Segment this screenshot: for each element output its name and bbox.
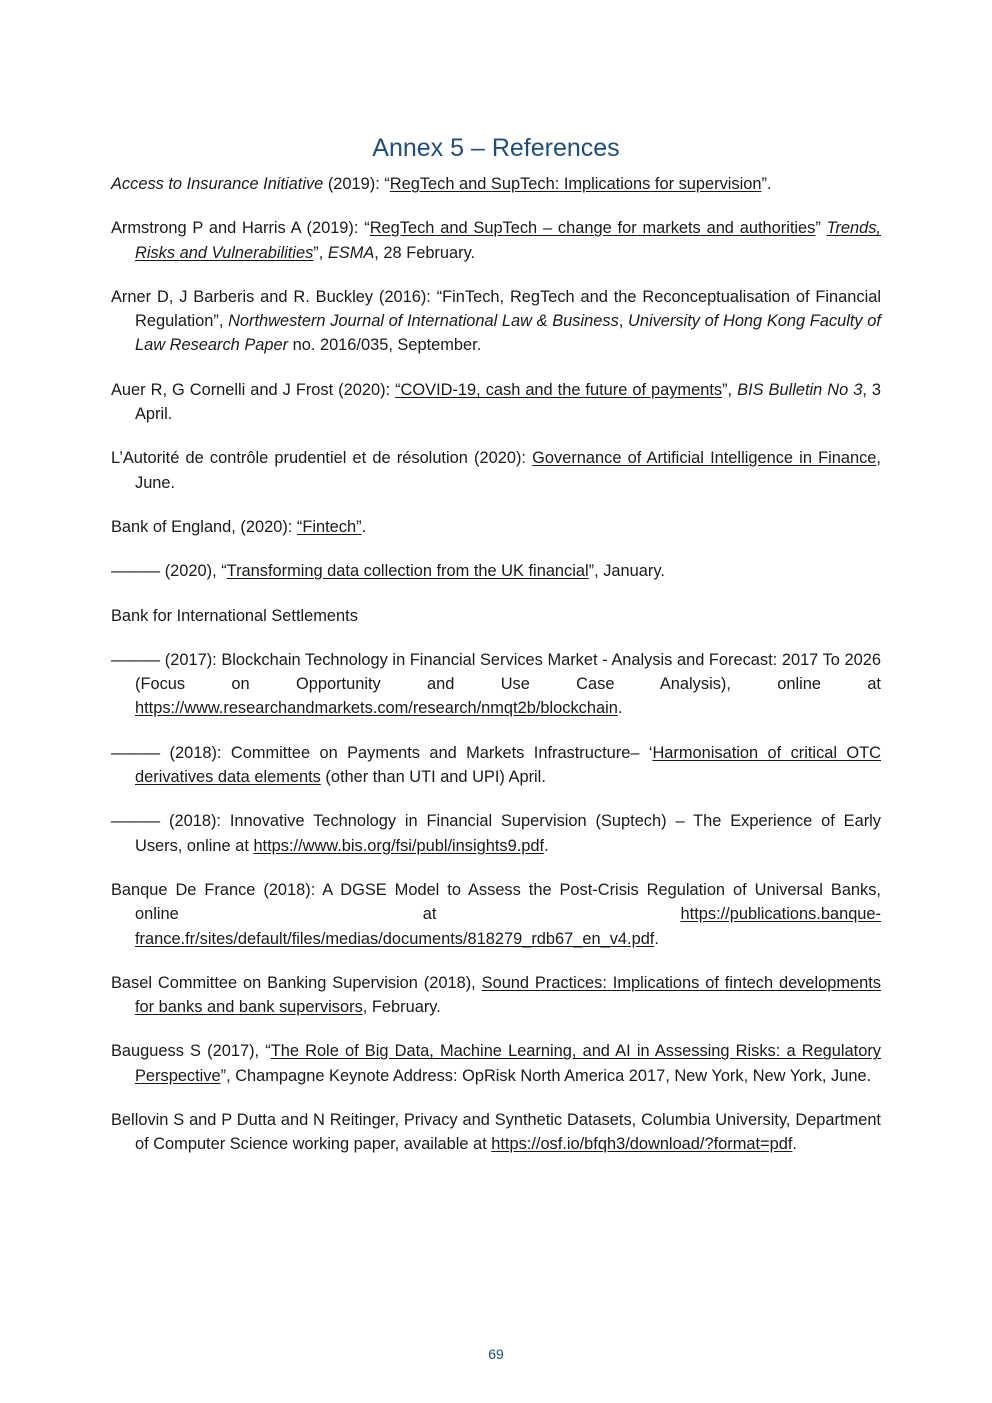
ref-text: . — [361, 517, 367, 536]
ref-text: ”, January. — [588, 562, 665, 581]
ref-link[interactable]: Trends, Risks and Vulnerabilities — [135, 219, 882, 262]
reference-item — [111, 515, 881, 539]
ref-text: Banque De France (2018): A DGSE Model to Assess the Post-Crisis Regulation of Universal Banks, online at — [111, 880, 881, 924]
reference-item — [111, 446, 881, 495]
ref-text: Auer R, G Cornelli and J Frost (2020): — [111, 380, 396, 399]
ref-link[interactable]: RegTech and SupTech – change for markets and authorities — [369, 219, 816, 238]
ref-text: , 28 February. — [374, 243, 476, 262]
reference-item — [111, 648, 881, 721]
ref-text: ——— (2018): Innovative Technology in Financial Supervision (Suptech) – The Experience of Early Users, online at — [111, 812, 881, 855]
ref-text: Basel Committee on Banking Supervision (2018), — [111, 973, 482, 992]
ref-text: , 3 April. — [135, 380, 881, 424]
ref-link[interactable]: https://publications.banque-france.fr/sites/default/files/medias/documents/818279_rdb67_en_v4.pdf — [135, 905, 881, 948]
reference-item — [111, 378, 881, 427]
reference-item — [111, 809, 881, 858]
reference-item — [111, 1108, 881, 1157]
reference-item — [111, 604, 881, 628]
page-title: Annex 5 – References — [372, 133, 620, 162]
ref-text: L’Autorité de contrôle prudentiel et de résolution (2020): — [111, 449, 533, 468]
reference-item — [111, 216, 881, 265]
ref-journal: University of Hong Kong Faculty of Law Research Paper — [135, 312, 881, 355]
ref-publisher: ESMA — [327, 243, 375, 262]
ref-link[interactable]: Transforming data collection from the UK financial — [226, 562, 589, 581]
ref-text: (other than UTI and UPI) April. — [320, 768, 546, 787]
ref-text: Bank of England, (2020): — [111, 517, 297, 536]
ref-link[interactable]: https://www.bis.org/fsi/publ/insights9.pdf — [253, 836, 545, 855]
ref-link[interactable]: Governance of Artificial Intelligence in Finance — [532, 449, 877, 468]
ref-text: Bank for International Settlements — [111, 606, 358, 625]
page-number: 69 — [488, 1346, 504, 1362]
ref-journal: BIS Bulletin No 3 — [737, 380, 863, 399]
reference-item — [111, 878, 881, 951]
ref-text: (2019): “ — [323, 175, 390, 193]
ref-text: ——— (2018): Committee on Payments and Markets Infrastructure– ‘ — [111, 743, 653, 762]
ref-text: Armstrong P and Harris A (2019): “ — [111, 219, 370, 238]
ref-text: . — [544, 836, 549, 855]
ref-text: no. 2016/035, September. — [288, 336, 482, 355]
ref-link[interactable]: Sound Practices: Implications of fintech developments for banks and bank supervisors — [135, 973, 882, 1017]
ref-link[interactable]: RegTech and SupTech: Implications for supervision — [389, 175, 762, 193]
ref-text: , June. — [135, 449, 881, 492]
ref-text: . — [617, 699, 623, 718]
ref-text: Bellovin S and P Dutta and N Reitinger — [111, 1111, 395, 1130]
ref-author: Access to Insurance Initiative — [111, 175, 324, 193]
ref-text: ” — [815, 219, 827, 238]
reference-item — [111, 971, 881, 1020]
ref-text: ”. — [761, 175, 772, 193]
ref-link[interactable]: https://osf.io/bfqh3/download/?format=pdf — [491, 1135, 793, 1154]
ref-text: . — [792, 1135, 797, 1154]
ref-text: ”, Champagne Keynote Address: OpRisk North America 2017, New York, New York, June. — [220, 1066, 872, 1085]
reference-item — [111, 559, 881, 583]
reference-item — [111, 285, 881, 358]
references-list — [111, 172, 881, 1177]
ref-text: ”, — [722, 380, 738, 399]
ref-journal: Northwestern Journal of International Law & Business — [228, 312, 619, 331]
ref-link[interactable]: https://www.researchandmarkets.com/research/nmqt2b/blockchain — [135, 699, 618, 718]
ref-link[interactable]: “COVID-19, cash and the future of payments — [395, 380, 723, 399]
ref-link[interactable]: “Fintech” — [296, 517, 362, 536]
ref-text: Bauguess S (2017), “ — [111, 1042, 271, 1061]
ref-link[interactable]: The Role of Big Data, Machine Learning, and AI in Assessing Risks: a Regulatory Perspective — [135, 1042, 881, 1085]
ref-text: , Privacy and Synthetic Datasets, Columbia University, Department of Computer Science working paper, available at — [135, 1111, 881, 1154]
ref-text: Arner D, J Barberis and R. Buckley (2016): “FinTech, RegTech and the Reconceptualisation of Financial Regulation”, — [111, 287, 881, 331]
reference-item — [111, 1039, 881, 1088]
ref-text: ——— (2017): Blockchain Technology in Financial Services Market - Analysis and Forecast: 2017 To 2026 (Focus on Opportunity and Use Case Analysis), online at — [111, 650, 881, 694]
ref-text: ”, — [313, 243, 328, 262]
ref-text: , February. — [362, 998, 441, 1017]
reference-item — [111, 172, 881, 196]
ref-text: . — [654, 929, 659, 948]
reference-item — [111, 741, 881, 790]
ref-text: ——— (2020), “ — [111, 562, 227, 581]
ref-text: , — [618, 312, 628, 331]
ref-link[interactable]: Harmonisation of critical OTC derivatives data elements — [135, 743, 881, 787]
